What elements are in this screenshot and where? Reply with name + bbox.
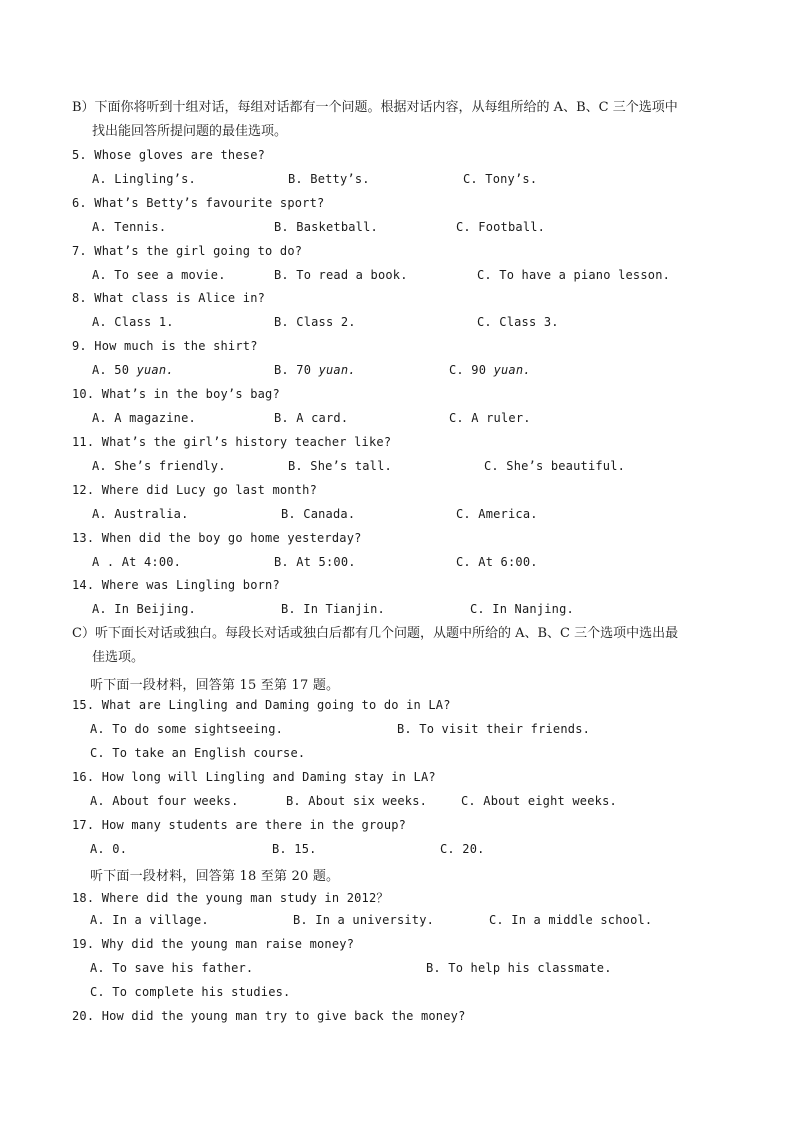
question-5: 5. Whose gloves are these?	[72, 148, 266, 162]
question-13: 13. When did the boy go home yesterday?	[72, 531, 362, 545]
q16-option-b: B. About six weeks.	[286, 794, 428, 808]
question-8: 8. What class is Alice in?	[72, 291, 266, 305]
q17-option-a: A. 0.	[90, 842, 128, 856]
section-c-line1: C）听下面长对话或独白。每段长对话或独白后都有几个问题，从题中所给的 A、B、C 三个选项中选出最	[72, 626, 679, 641]
q13-option-b: B. At 5:00.	[274, 555, 356, 569]
q7-option-b: B. To read a book.	[274, 268, 408, 282]
question-14: 14. Where was Lingling born?	[72, 578, 280, 592]
section-c-line2: 佳选项。	[92, 650, 145, 665]
q9-option-c	[449, 363, 531, 377]
q5-option-b: B. Betty’s.	[288, 172, 370, 186]
q13-option-c: C. At 6:00.	[456, 555, 538, 569]
q14-option-b: B. In Tianjin.	[281, 602, 385, 616]
q8-option-a: A. Class 1.	[92, 315, 174, 329]
q15-option-c: C. To take an English course.	[90, 746, 306, 760]
q5-option-a: A. Lingling’s.	[92, 172, 196, 186]
question-10: 10. What’s in the boy’s bag?	[72, 387, 280, 401]
q8-option-b: B. Class 2.	[274, 315, 356, 329]
question-11: 11. What’s the girl’s history teacher like?	[72, 435, 392, 449]
question-17: 17. How many students are there in the group?	[72, 818, 407, 832]
q14-option-a: A. In Beijing.	[92, 602, 196, 616]
q9-option-b	[274, 363, 356, 377]
q17-option-c: C. 20.	[440, 842, 485, 856]
q9-option-a-unit: yuan.	[136, 363, 174, 377]
question-18: 18. Where did the young man study in 2012？	[72, 891, 389, 905]
q17-option-b: B. 15.	[272, 842, 317, 856]
q11-option-c: C. She’s beautiful.	[484, 459, 626, 473]
section-b-line2: 找出能回答所提问题的最佳选项。	[92, 124, 288, 139]
question-7: 7. What’s the girl going to do?	[72, 244, 303, 258]
question-9: 9. How much is the shirt?	[72, 339, 258, 353]
q15-option-b: B. To visit their friends.	[397, 722, 591, 736]
section-b-instructions	[72, 96, 722, 144]
q15-option-a: A. To do some sightseeing.	[90, 722, 284, 736]
question-15: 15. What are Lingling and Daming going to do in LA?	[72, 698, 451, 712]
q5-option-c: C. Tony’s.	[463, 172, 538, 186]
q9-option-b-unit: yuan.	[318, 363, 356, 377]
q6-option-b: B. Basketball.	[274, 220, 378, 234]
q19-option-a: A. To save his father.	[90, 961, 254, 975]
q18-option-b: B. In a university.	[293, 913, 435, 927]
material-note-2: 听下面一段材料，回答第 18 至第 20 题。	[90, 869, 340, 884]
q12-option-b: B. Canada.	[281, 507, 356, 521]
q11-option-a: A. She’s friendly.	[92, 459, 226, 473]
q16-option-c: C. About eight weeks.	[461, 794, 617, 808]
q10-option-b: B. A card.	[274, 411, 349, 425]
q12-option-c: C. America.	[456, 507, 538, 521]
q6-option-c: C. Football.	[456, 220, 546, 234]
q9-option-b-label: B. 70	[274, 363, 319, 377]
q11-option-b: B. She’s tall.	[288, 459, 392, 473]
q18-option-c: C. In a middle school.	[489, 913, 653, 927]
q9-option-c-label: C. 90	[449, 363, 494, 377]
q10-option-c: C. A ruler.	[449, 411, 531, 425]
q18-option-a: A. In a village.	[90, 913, 209, 927]
q19-option-b: B. To help his classmate.	[426, 961, 612, 975]
q7-option-c: C. To have a piano lesson.	[477, 268, 671, 282]
q19-option-c: C. To complete his studies.	[90, 985, 291, 999]
q12-option-a: A. Australia.	[92, 507, 189, 521]
question-19: 19. Why did the young man raise money?	[72, 937, 355, 951]
q8-option-c: C. Class 3.	[477, 315, 559, 329]
q6-option-a: A. Tennis.	[92, 220, 167, 234]
question-20: 20. How did the young man try to give back the money?	[72, 1009, 466, 1023]
q16-option-a: A. About four weeks.	[90, 794, 239, 808]
q9-option-c-unit: yuan.	[493, 363, 531, 377]
q7-option-a: A. To see a movie.	[92, 268, 226, 282]
question-16: 16. How long will Lingling and Daming stay in LA?	[72, 770, 436, 784]
question-6: 6. What’s Betty’s favourite sport?	[72, 196, 325, 210]
q9-option-a-label: A. 50	[92, 363, 137, 377]
section-b-line1: B）下面你将听到十组对话，每组对话都有一个问题。根据对话内容，从每组所给的 A、B、C 三个选项中	[72, 100, 678, 115]
section-c-instructions	[72, 622, 722, 670]
material-note-1: 听下面一段材料，回答第 15 至第 17 题。	[90, 678, 340, 693]
q13-option-a: A . At 4:00.	[92, 555, 182, 569]
q10-option-a: A. A magazine.	[92, 411, 196, 425]
question-12: 12. Where did Lucy go last month?	[72, 483, 318, 497]
q9-option-a	[92, 363, 174, 377]
q14-option-c: C. In Nanjing.	[470, 602, 574, 616]
